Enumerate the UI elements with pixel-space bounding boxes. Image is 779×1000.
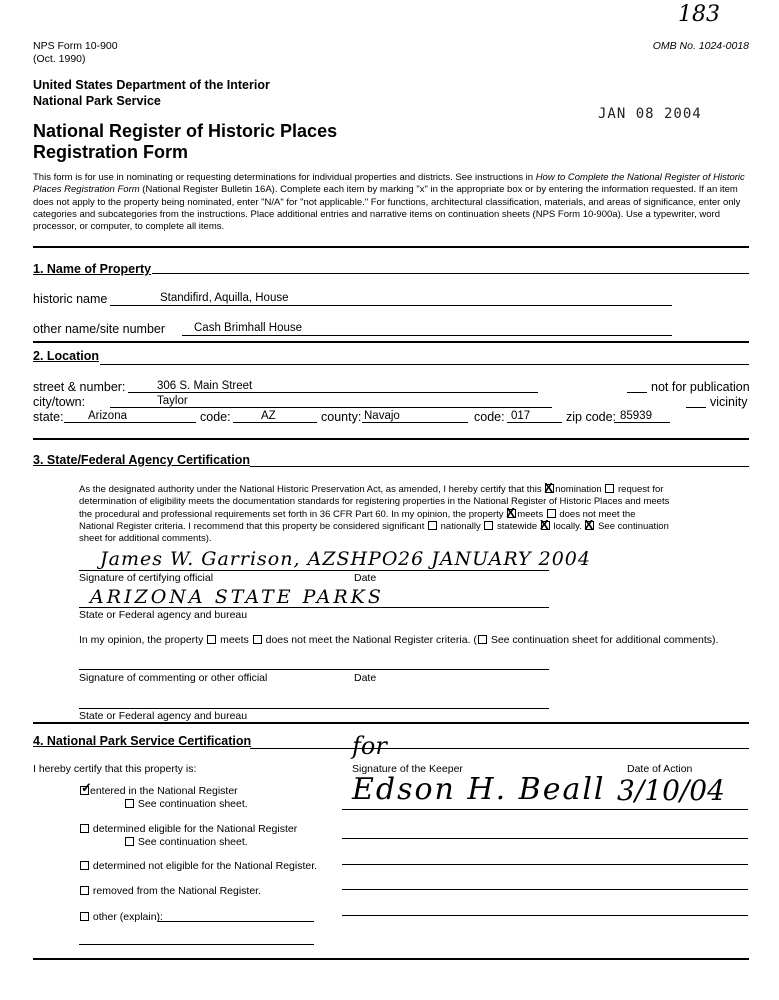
certifying-date-label: Date [354, 572, 377, 584]
locally-checkbox[interactable]: X [539, 516, 549, 532]
commenting-signature-label: Signature of commenting or other official [79, 672, 268, 684]
instructions-text-1: This form is for use in nominating or requesting determinations for individual properties and districts. See instructions in [33, 172, 536, 183]
cert-text-3c: does not meet the [559, 508, 636, 520]
option-eligible-label: determined eligible for the National Register [92, 823, 298, 835]
historic-name-line [110, 305, 672, 306]
eligible-signature-line [342, 838, 748, 839]
option-eligible-continuation [124, 836, 248, 848]
opinion-text-d: See continuation sheet for additional comments). [490, 634, 719, 646]
opinion-text-b: meets [220, 634, 249, 646]
option-not-eligible [79, 860, 317, 872]
zip-line [614, 422, 670, 423]
option-other [79, 911, 163, 923]
removed-checkbox[interactable] [80, 886, 89, 895]
state-code-label: code: [200, 410, 231, 424]
county-code-label: code: [474, 410, 505, 424]
divider [33, 246, 749, 248]
section-3-underline [250, 466, 749, 467]
city-value[interactable]: Taylor [157, 395, 188, 407]
omb-number: OMB No. 1024-0018 [652, 40, 749, 52]
page-title: National Register of Historic Places [33, 121, 338, 141]
option-eligible-continuation-label: See continuation sheet. [137, 836, 248, 848]
instructions-italic-title: How to Complete the National Register of Historic Places Registration Form [33, 172, 745, 196]
page-subtitle: Registration Form [33, 142, 189, 162]
section-4-underline [250, 748, 749, 749]
cert-text-3b: meets [517, 508, 544, 520]
certifying-signature-line [79, 570, 549, 571]
state-agency-label: State or Federal agency and bureau [79, 609, 248, 621]
certification-line-5: sheet for additional comments). [79, 533, 212, 545]
option-removed-label: removed from the National Register. [92, 885, 261, 897]
cert-text-b: nomination [555, 484, 602, 495]
keeper-signature-label: Signature of the Keeper [352, 763, 463, 775]
eligible-checkbox[interactable] [80, 824, 89, 833]
other-name-value[interactable]: Cash Brimhall House [194, 322, 303, 334]
section-1-underline [152, 273, 749, 274]
cert-text-4c: statewide [497, 520, 538, 532]
option-entered-label: entered in the National Register [90, 785, 238, 797]
street-line [128, 392, 538, 393]
removed-signature-line [342, 889, 748, 890]
nomination-checkbox[interactable]: X [544, 480, 553, 495]
section-3-heading: 3. State/Federal Agency Certification [33, 453, 250, 467]
certification-line-1 [79, 480, 749, 496]
cert-text-3a: the procedural and professional requirements set forth in 36 CFR Part 60. In my opinion, the property [79, 508, 504, 520]
other-signature-line [342, 915, 748, 916]
continuation-checkbox[interactable]: X [584, 516, 594, 532]
option-eligible [79, 823, 297, 835]
other-explain-line-2[interactable] [79, 944, 314, 945]
zip-label: zip code: [566, 410, 617, 424]
street-value[interactable]: 306 S. Main Street [157, 380, 253, 392]
option-entered-continuation-label: See continuation sheet. [137, 798, 248, 810]
vicinity-line[interactable] [686, 407, 706, 408]
option-other-label: other (explain): [92, 911, 163, 923]
cert-text-4e: See continuation [598, 520, 669, 532]
eligible-continuation-checkbox[interactable] [125, 837, 134, 846]
received-date-stamp: JAN 08 2004 [598, 106, 702, 122]
not-for-publication-label: not for publication [651, 380, 750, 394]
section-1-heading: 1. Name of Property [33, 262, 152, 276]
date-of-action-label: Date of Action [627, 763, 693, 775]
cert-text-a: As the designated authority under the National Historic Preservation Act, as amended, I hereby certify that this [79, 484, 542, 495]
opinion-continuation-checkbox[interactable] [478, 635, 487, 644]
not-for-publication-line[interactable] [627, 392, 647, 393]
commenting-date-label: Date [354, 672, 377, 684]
for-handwritten: for [352, 732, 387, 760]
opinion-meets-checkbox[interactable] [207, 635, 216, 644]
entered-continuation-checkbox[interactable] [125, 799, 134, 808]
nationally-checkbox[interactable] [428, 521, 437, 530]
county-code-line [507, 422, 562, 423]
city-label: city/town: [33, 395, 86, 409]
section-2-heading: 2. Location [33, 349, 99, 363]
state-code-line [233, 422, 317, 423]
option-removed [79, 885, 261, 897]
keeper-signature-line [342, 809, 748, 810]
corner-handwritten-number: 183 [678, 2, 720, 27]
state-agency-handwritten: ARIZONA STATE PARKS [90, 586, 384, 608]
opinion-text-c: does not meet the National Register criteria. ( [265, 634, 477, 646]
commenting-signature-line [79, 669, 549, 670]
state-line [64, 422, 196, 423]
other-name-label: other name/site number [33, 322, 166, 336]
entered-checkbox[interactable]: ✓ [81, 780, 92, 795]
county-code-value[interactable]: 017 [511, 410, 531, 422]
divider [33, 722, 749, 724]
section-2-underline [100, 364, 749, 365]
county-label: county: [321, 410, 362, 424]
other-name-line [182, 335, 672, 336]
not-eligible-signature-line [342, 864, 748, 865]
certifying-signature-label: Signature of certifying official [79, 572, 214, 584]
section-4-heading: 4. National Park Service Certification [33, 734, 252, 748]
opinion-line [79, 634, 718, 646]
divider [33, 958, 749, 960]
state-agency-line [79, 607, 549, 608]
form-number: NPS Form 10-900 [33, 40, 118, 52]
county-line [362, 422, 468, 423]
historic-name-label: historic name [33, 292, 108, 306]
county-value[interactable]: Navajo [364, 410, 400, 422]
cert-text-4d: locally. [553, 520, 582, 532]
meets-checkbox[interactable]: X [506, 504, 515, 520]
zip-value[interactable]: 85939 [620, 410, 652, 422]
certify-statement: I hereby certify that this property is: [33, 763, 197, 775]
vicinity-label: vicinity [710, 395, 748, 409]
divider [33, 438, 749, 440]
statewide-checkbox[interactable] [484, 521, 493, 530]
request-checkbox[interactable] [605, 484, 614, 493]
street-label: street & number: [33, 380, 126, 394]
agency2-label: State or Federal agency and bureau [79, 710, 248, 722]
option-entered [79, 780, 238, 797]
certifying-signature: James W. Garrison, AZSHPO [100, 548, 399, 570]
department-name: United States Department of the Interior [33, 78, 270, 92]
date-of-action-handwritten: 3/10/04 [617, 774, 725, 807]
historic-name-value[interactable]: Standifird, Aquilla, House [160, 292, 289, 304]
certifying-date-handwritten: 26 JANUARY 2004 [398, 548, 591, 570]
cert-text-4a: National Register criteria. I recommend that this property be considered significant [79, 520, 425, 532]
opinion-does-not-meet-checkbox[interactable] [253, 635, 262, 644]
option-not-eligible-label: determined not eligible for the National Register. [92, 860, 318, 872]
not-eligible-checkbox[interactable] [80, 861, 89, 870]
cert-text-4b: nationally [440, 520, 481, 532]
form-date: (Oct. 1990) [33, 53, 86, 65]
instructions-text-2: (National Register Bulletin 16A). Complete each item by marking "x" in the appropriate box or by entering the information requested. If an item does not apply to the property being nominated, enter "N/A" for "not applicable." For functions, architectural classification, materials, and areas of significance, enter only categories and subcategories from the instructions. Place additional entries and narrative items on continuation sheets (NPS Form 10-900a). Use a typewriter, word processor, or computer, to complete all items. [33, 184, 741, 233]
agency2-line [79, 708, 549, 709]
divider [33, 341, 749, 343]
other-explain-line[interactable] [158, 921, 314, 922]
option-entered-continuation [124, 798, 248, 810]
certification-line-2: determination of eligibility meets the documentation standards for registering properties in the National Register of Historic Places and meets [79, 496, 670, 508]
cert-text-c: request for [618, 484, 664, 495]
instructions-paragraph [33, 172, 749, 233]
opinion-text-a: In my opinion, the property [79, 634, 204, 646]
certification-paragraph [79, 480, 749, 545]
state-value[interactable]: Arizona [88, 410, 127, 422]
state-label: state: [33, 410, 64, 424]
certification-line-4 [79, 516, 749, 533]
other-checkbox[interactable] [80, 912, 89, 921]
keeper-signature-handwritten: Edson H. Beall [352, 772, 606, 807]
city-line [110, 407, 552, 408]
certification-line-3 [79, 504, 749, 521]
service-name: National Park Service [33, 94, 161, 108]
state-code-value[interactable]: AZ [261, 410, 276, 422]
